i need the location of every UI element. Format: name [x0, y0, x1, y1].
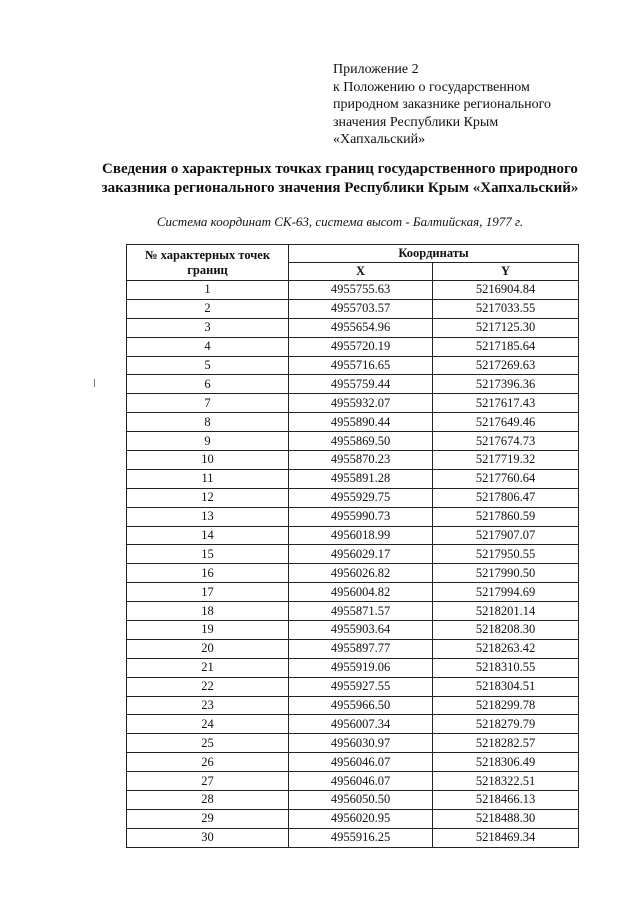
- table-row: [127, 715, 579, 734]
- x-coordinate-cell: 4955720.19: [289, 337, 433, 356]
- point-number-cell: 16: [127, 564, 289, 583]
- y-coordinate-cell: 5218201.14: [433, 602, 579, 621]
- table-row: [127, 677, 579, 696]
- y-coordinate-cell: 5218322.51: [433, 772, 579, 791]
- point-number-header: № характерных точек границ: [127, 245, 289, 281]
- point-number-cell: 17: [127, 583, 289, 602]
- y-coordinate-cell: 5218304.51: [433, 677, 579, 696]
- x-coordinate-cell: 4955755.63: [289, 281, 433, 300]
- x-coordinate-cell: 4955870.23: [289, 451, 433, 470]
- table-row: [127, 375, 579, 394]
- y-coordinate-cell: 5217990.50: [433, 564, 579, 583]
- y-coordinate-cell: 5217860.59: [433, 507, 579, 526]
- document-title: [90, 160, 590, 198]
- appendix-line: к Положению о государственном: [333, 79, 530, 95]
- x-coordinate-cell: 4955932.07: [289, 394, 433, 413]
- table-row: [127, 772, 579, 791]
- x-coordinate-cell: 4955703.57: [289, 299, 433, 318]
- title-line: Сведения о характерных точках границ государственного природного: [102, 161, 578, 177]
- table-row: [127, 318, 579, 337]
- table-row: [127, 356, 579, 375]
- table-row: [127, 432, 579, 451]
- x-coordinate-cell: 4956046.07: [289, 753, 433, 772]
- table-row: [127, 413, 579, 432]
- appendix-line: «Хапхальский»: [333, 132, 426, 147]
- table-row: [127, 299, 579, 318]
- y-coordinate-cell: 5218306.49: [433, 753, 579, 772]
- y-coordinate-cell: 5217719.32: [433, 451, 579, 470]
- x-coordinate-cell: 4955759.44: [289, 375, 433, 394]
- point-number-cell: 21: [127, 658, 289, 677]
- point-number-cell: 6: [127, 375, 289, 394]
- y-coordinate-cell: 5217760.64: [433, 469, 579, 488]
- x-coordinate-cell: 4955903.64: [289, 621, 433, 640]
- y-coordinate-cell: 5217649.46: [433, 413, 579, 432]
- point-number-cell: 7: [127, 394, 289, 413]
- y-coordinate-cell: 5217396.36: [433, 375, 579, 394]
- point-number-cell: 19: [127, 621, 289, 640]
- y-header: Y: [433, 263, 579, 281]
- table-row: [127, 545, 579, 564]
- y-coordinate-cell: 5217806.47: [433, 488, 579, 507]
- x-header: X: [289, 263, 433, 281]
- point-number-cell: 10: [127, 451, 289, 470]
- x-coordinate-cell: 4956007.34: [289, 715, 433, 734]
- table-row: [127, 507, 579, 526]
- x-coordinate-cell: 4956026.82: [289, 564, 433, 583]
- y-coordinate-cell: 5218263.42: [433, 639, 579, 658]
- x-coordinate-cell: 4955919.06: [289, 658, 433, 677]
- point-number-cell: 22: [127, 677, 289, 696]
- x-coordinate-cell: 4956030.97: [289, 734, 433, 753]
- point-number-cell: 8: [127, 413, 289, 432]
- table-body: [127, 281, 579, 848]
- x-coordinate-cell: 4955890.44: [289, 413, 433, 432]
- table-row: [127, 621, 579, 640]
- coordinates-header: Координаты: [289, 245, 579, 263]
- margin-mark: [94, 379, 95, 387]
- x-coordinate-cell: 4956018.99: [289, 526, 433, 545]
- point-number-cell: 14: [127, 526, 289, 545]
- x-coordinate-cell: 4955929.75: [289, 488, 433, 507]
- y-coordinate-cell: 5217185.64: [433, 337, 579, 356]
- x-coordinate-cell: 4956046.07: [289, 772, 433, 791]
- y-coordinate-cell: 5218299.78: [433, 696, 579, 715]
- x-coordinate-cell: 4955990.73: [289, 507, 433, 526]
- x-coordinate-cell: 4955916.25: [289, 828, 433, 847]
- y-coordinate-cell: 5218279.79: [433, 715, 579, 734]
- y-coordinate-cell: 5217674.73: [433, 432, 579, 451]
- y-coordinate-cell: 5217617.43: [433, 394, 579, 413]
- x-coordinate-cell: 4955966.50: [289, 696, 433, 715]
- x-coordinate-cell: 4956050.50: [289, 791, 433, 810]
- point-number-cell: 2: [127, 299, 289, 318]
- y-coordinate-cell: 5217994.69: [433, 583, 579, 602]
- x-coordinate-cell: 4955871.57: [289, 602, 433, 621]
- table-row: [127, 564, 579, 583]
- table-row: [127, 809, 579, 828]
- point-number-cell: 30: [127, 828, 289, 847]
- x-coordinate-cell: 4955891.28: [289, 469, 433, 488]
- table-row: [127, 394, 579, 413]
- table-row: [127, 488, 579, 507]
- point-number-cell: 18: [127, 602, 289, 621]
- point-number-cell: 25: [127, 734, 289, 753]
- point-number-cell: 3: [127, 318, 289, 337]
- point-number-cell: 5: [127, 356, 289, 375]
- table-row: [127, 828, 579, 847]
- appendix-line: значения Республики Крым: [333, 114, 499, 130]
- table-row: [127, 526, 579, 545]
- y-coordinate-cell: 5218466.13: [433, 791, 579, 810]
- table-row: [127, 734, 579, 753]
- y-coordinate-cell: 5218469.34: [433, 828, 579, 847]
- table-row: [127, 451, 579, 470]
- table-row: [127, 639, 579, 658]
- point-number-cell: 12: [127, 488, 289, 507]
- point-number-cell: 24: [127, 715, 289, 734]
- table-row: [127, 337, 579, 356]
- table-row: [127, 753, 579, 772]
- table-row: [127, 281, 579, 300]
- appendix-line: Приложение 2: [333, 62, 419, 77]
- coordinate-system-note: Система координат СК-63, система высот - Балтийская, 1977 г.: [156, 214, 524, 229]
- point-number-cell: 26: [127, 753, 289, 772]
- x-coordinate-cell: 4955716.65: [289, 356, 433, 375]
- table-row: [127, 696, 579, 715]
- y-coordinate-cell: 5217033.55: [433, 299, 579, 318]
- y-coordinate-cell: 5217907.07: [433, 526, 579, 545]
- point-number-cell: 23: [127, 696, 289, 715]
- y-coordinate-cell: 5216904.84: [433, 281, 579, 300]
- title-line: заказника регионального значения Республики Крым «Хапхальский»: [101, 180, 579, 196]
- point-number-cell: 15: [127, 545, 289, 564]
- y-coordinate-cell: 5217125.30: [433, 318, 579, 337]
- point-number-cell: 27: [127, 772, 289, 791]
- point-number-cell: 1: [127, 281, 289, 300]
- point-number-cell: 20: [127, 639, 289, 658]
- y-coordinate-cell: 5217269.63: [433, 356, 579, 375]
- appendix-block: [333, 61, 623, 149]
- x-coordinate-cell: 4955869.50: [289, 432, 433, 451]
- x-coordinate-cell: 4956004.82: [289, 583, 433, 602]
- y-coordinate-cell: 5218310.55: [433, 658, 579, 677]
- point-number-cell: 9: [127, 432, 289, 451]
- table-row: [127, 658, 579, 677]
- y-coordinate-cell: 5218208.30: [433, 621, 579, 640]
- y-coordinate-cell: 5218282.57: [433, 734, 579, 753]
- table-row: [127, 583, 579, 602]
- table-row: [127, 469, 579, 488]
- table-row: [127, 602, 579, 621]
- x-coordinate-cell: 4956020.95: [289, 809, 433, 828]
- coordinates-table: [126, 244, 579, 848]
- point-number-cell: 11: [127, 469, 289, 488]
- appendix-line: природном заказнике регионального: [333, 97, 552, 112]
- x-coordinate-cell: 4955927.55: [289, 677, 433, 696]
- x-coordinate-cell: 4956029.17: [289, 545, 433, 564]
- y-coordinate-cell: 5218488.30: [433, 809, 579, 828]
- y-coordinate-cell: 5217950.55: [433, 545, 579, 564]
- x-coordinate-cell: 4955897.77: [289, 639, 433, 658]
- point-number-cell: 13: [127, 507, 289, 526]
- point-number-cell: 4: [127, 337, 289, 356]
- table-row: [127, 791, 579, 810]
- point-number-cell: 29: [127, 809, 289, 828]
- point-number-cell: 28: [127, 791, 289, 810]
- x-coordinate-cell: 4955654.96: [289, 318, 433, 337]
